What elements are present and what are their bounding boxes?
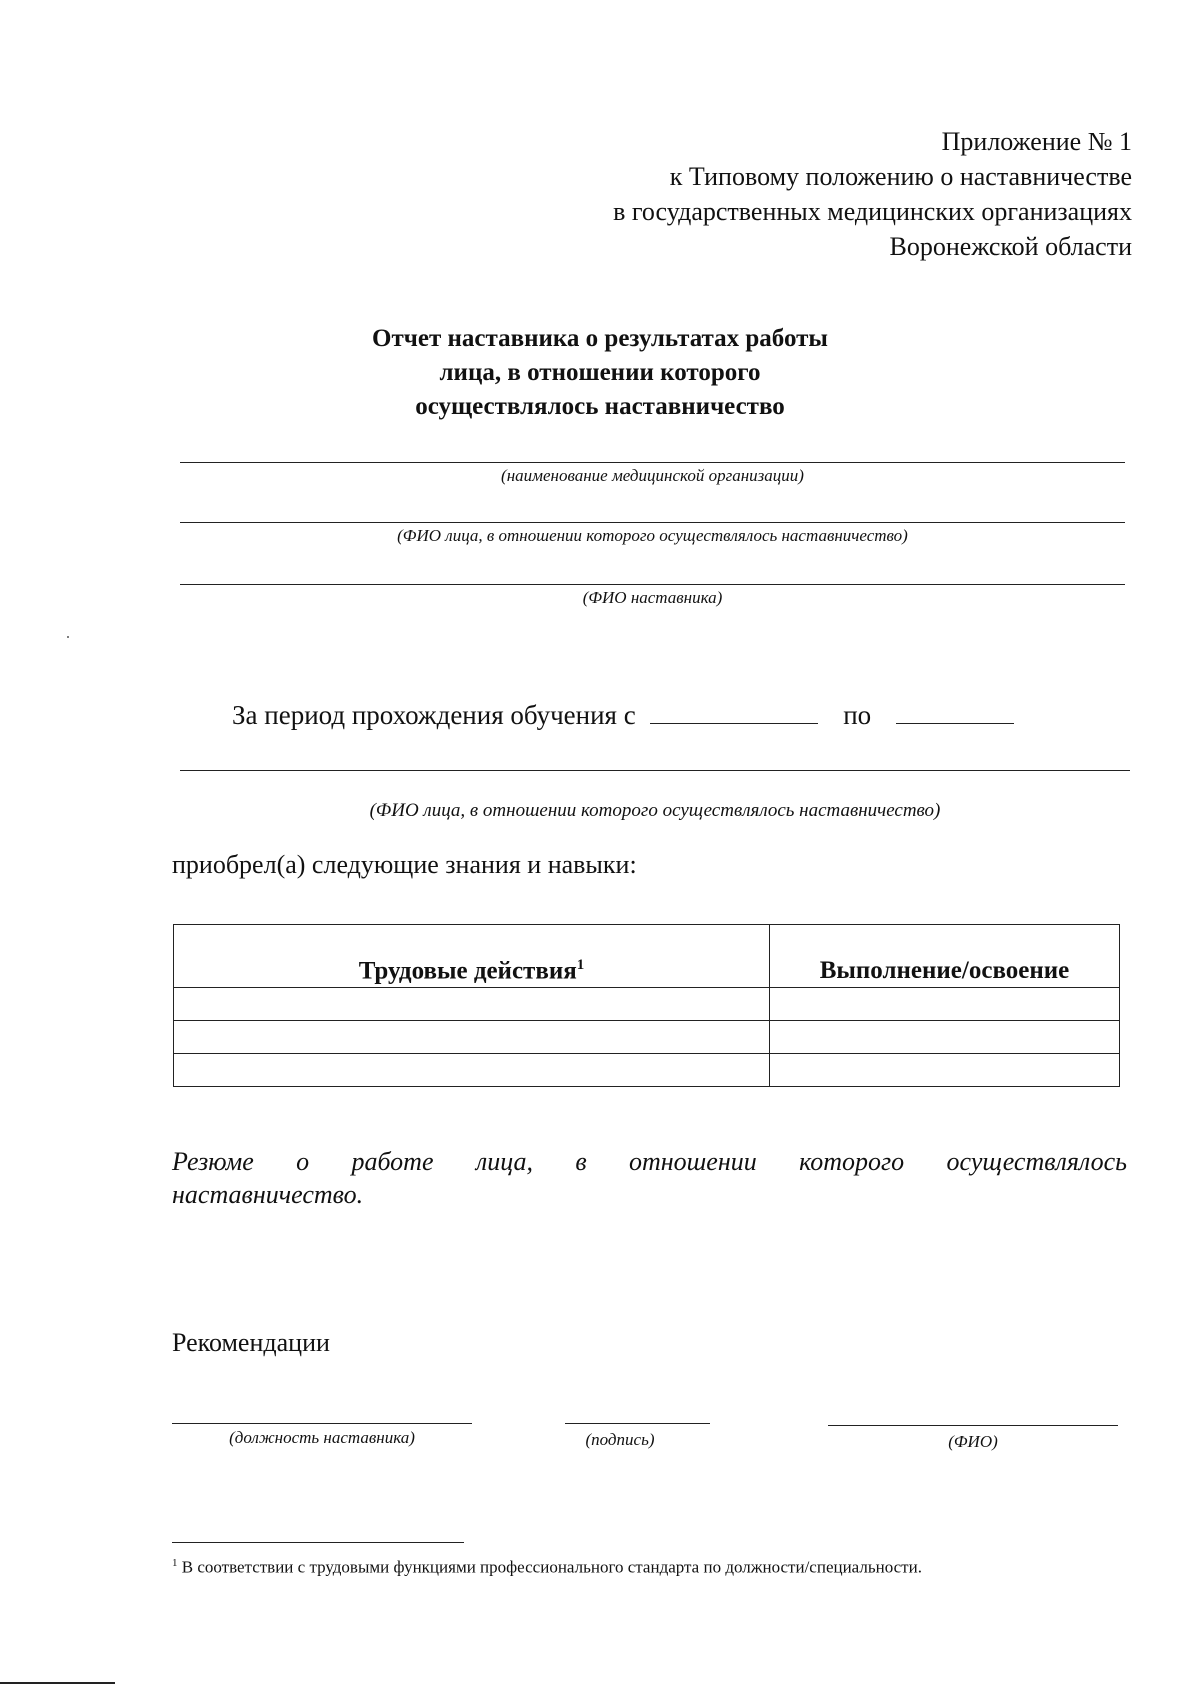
footnote-ref: 1 bbox=[576, 956, 585, 973]
name-field-line[interactable] bbox=[828, 1425, 1118, 1426]
organization-caption: (наименование медицинской организации) bbox=[501, 466, 804, 485]
table-row bbox=[174, 988, 1120, 1021]
completion-header: Выполнение/освоение bbox=[770, 925, 1120, 988]
position-field-line[interactable] bbox=[172, 1423, 472, 1424]
scan-edge-mark bbox=[0, 1682, 115, 1684]
completion-cell[interactable] bbox=[770, 988, 1120, 1021]
period-to-label: по bbox=[843, 700, 872, 730]
period-mentee-caption: (ФИО лица, в отношении которого осуществлялось наставничество) bbox=[369, 800, 941, 821]
labor-actions-header bbox=[174, 925, 770, 988]
mentor-caption: (ФИО наставника) bbox=[582, 588, 723, 607]
title-line-1: Отчет наставника о результатах работы bbox=[372, 325, 828, 352]
period-mentee-field-line[interactable] bbox=[180, 770, 1130, 771]
mentee-caption: (ФИО лица, в отношении которого осуществлялось наставничество) bbox=[397, 526, 908, 545]
period-start-field[interactable] bbox=[650, 703, 818, 724]
skills-table bbox=[173, 924, 1120, 1087]
labor-action-cell[interactable] bbox=[174, 988, 770, 1021]
table-row bbox=[174, 1021, 1120, 1054]
footnote bbox=[172, 1557, 922, 1578]
organization-field-line[interactable] bbox=[180, 462, 1125, 463]
completion-cell[interactable] bbox=[770, 1054, 1120, 1087]
resume-word: которого bbox=[799, 1147, 905, 1176]
document-title bbox=[250, 322, 950, 424]
resume-line-2: наставничество. bbox=[172, 1180, 364, 1209]
resume-word: Резюме bbox=[172, 1147, 254, 1176]
appendix-line-2: к Типовому положению о наставничестве bbox=[669, 162, 1132, 191]
signature-field-line[interactable] bbox=[565, 1423, 710, 1424]
name-caption: (ФИО) bbox=[948, 1432, 998, 1451]
signature-caption: (подпись) bbox=[585, 1430, 655, 1449]
completion-cell[interactable] bbox=[770, 1021, 1120, 1054]
resume-word: лица, bbox=[475, 1147, 534, 1176]
period-prefix: За период прохождения обучения с bbox=[232, 700, 636, 730]
labor-action-cell[interactable] bbox=[174, 1054, 770, 1087]
labor-action-cell[interactable] bbox=[174, 1021, 770, 1054]
acquired-skills-label: приобрел(а) следующие знания и навыки: bbox=[172, 850, 637, 879]
table-row bbox=[174, 1054, 1120, 1087]
resume-word: отношении bbox=[629, 1147, 757, 1176]
recommendations-label: Рекомендации bbox=[172, 1328, 330, 1357]
appendix-header bbox=[432, 124, 1132, 264]
scan-speck bbox=[67, 636, 69, 638]
footnote-text: В соответствии с трудовыми функциями профессионального стандарта по должности/специальности. bbox=[181, 1557, 922, 1577]
appendix-number: Приложение № 1 bbox=[941, 127, 1132, 156]
labor-actions-header-text: Трудовые действия bbox=[358, 957, 577, 984]
footnote-separator bbox=[172, 1542, 464, 1543]
resume-section bbox=[172, 1145, 1127, 1211]
footnote-mark: 1 bbox=[172, 1557, 178, 1569]
resume-word: о bbox=[296, 1147, 310, 1176]
mentee-field-line[interactable] bbox=[180, 522, 1125, 523]
period-end-field[interactable] bbox=[896, 703, 1014, 724]
period-line bbox=[232, 700, 1014, 731]
resume-word: осуществлялось bbox=[946, 1147, 1127, 1176]
title-line-3: осуществлялось наставничество bbox=[415, 393, 785, 420]
position-caption: (должность наставника) bbox=[229, 1428, 415, 1447]
table-header-row bbox=[174, 925, 1120, 988]
resume-word: в bbox=[575, 1147, 587, 1176]
resume-word: работе bbox=[351, 1147, 434, 1176]
title-line-2: лица, в отношении которого bbox=[439, 359, 761, 386]
mentor-field-line[interactable] bbox=[180, 584, 1125, 585]
appendix-line-3: в государственных медицинских организациях bbox=[613, 197, 1132, 226]
resume-line-1 bbox=[172, 1145, 1127, 1178]
appendix-line-4: Воронежской области bbox=[889, 232, 1132, 261]
